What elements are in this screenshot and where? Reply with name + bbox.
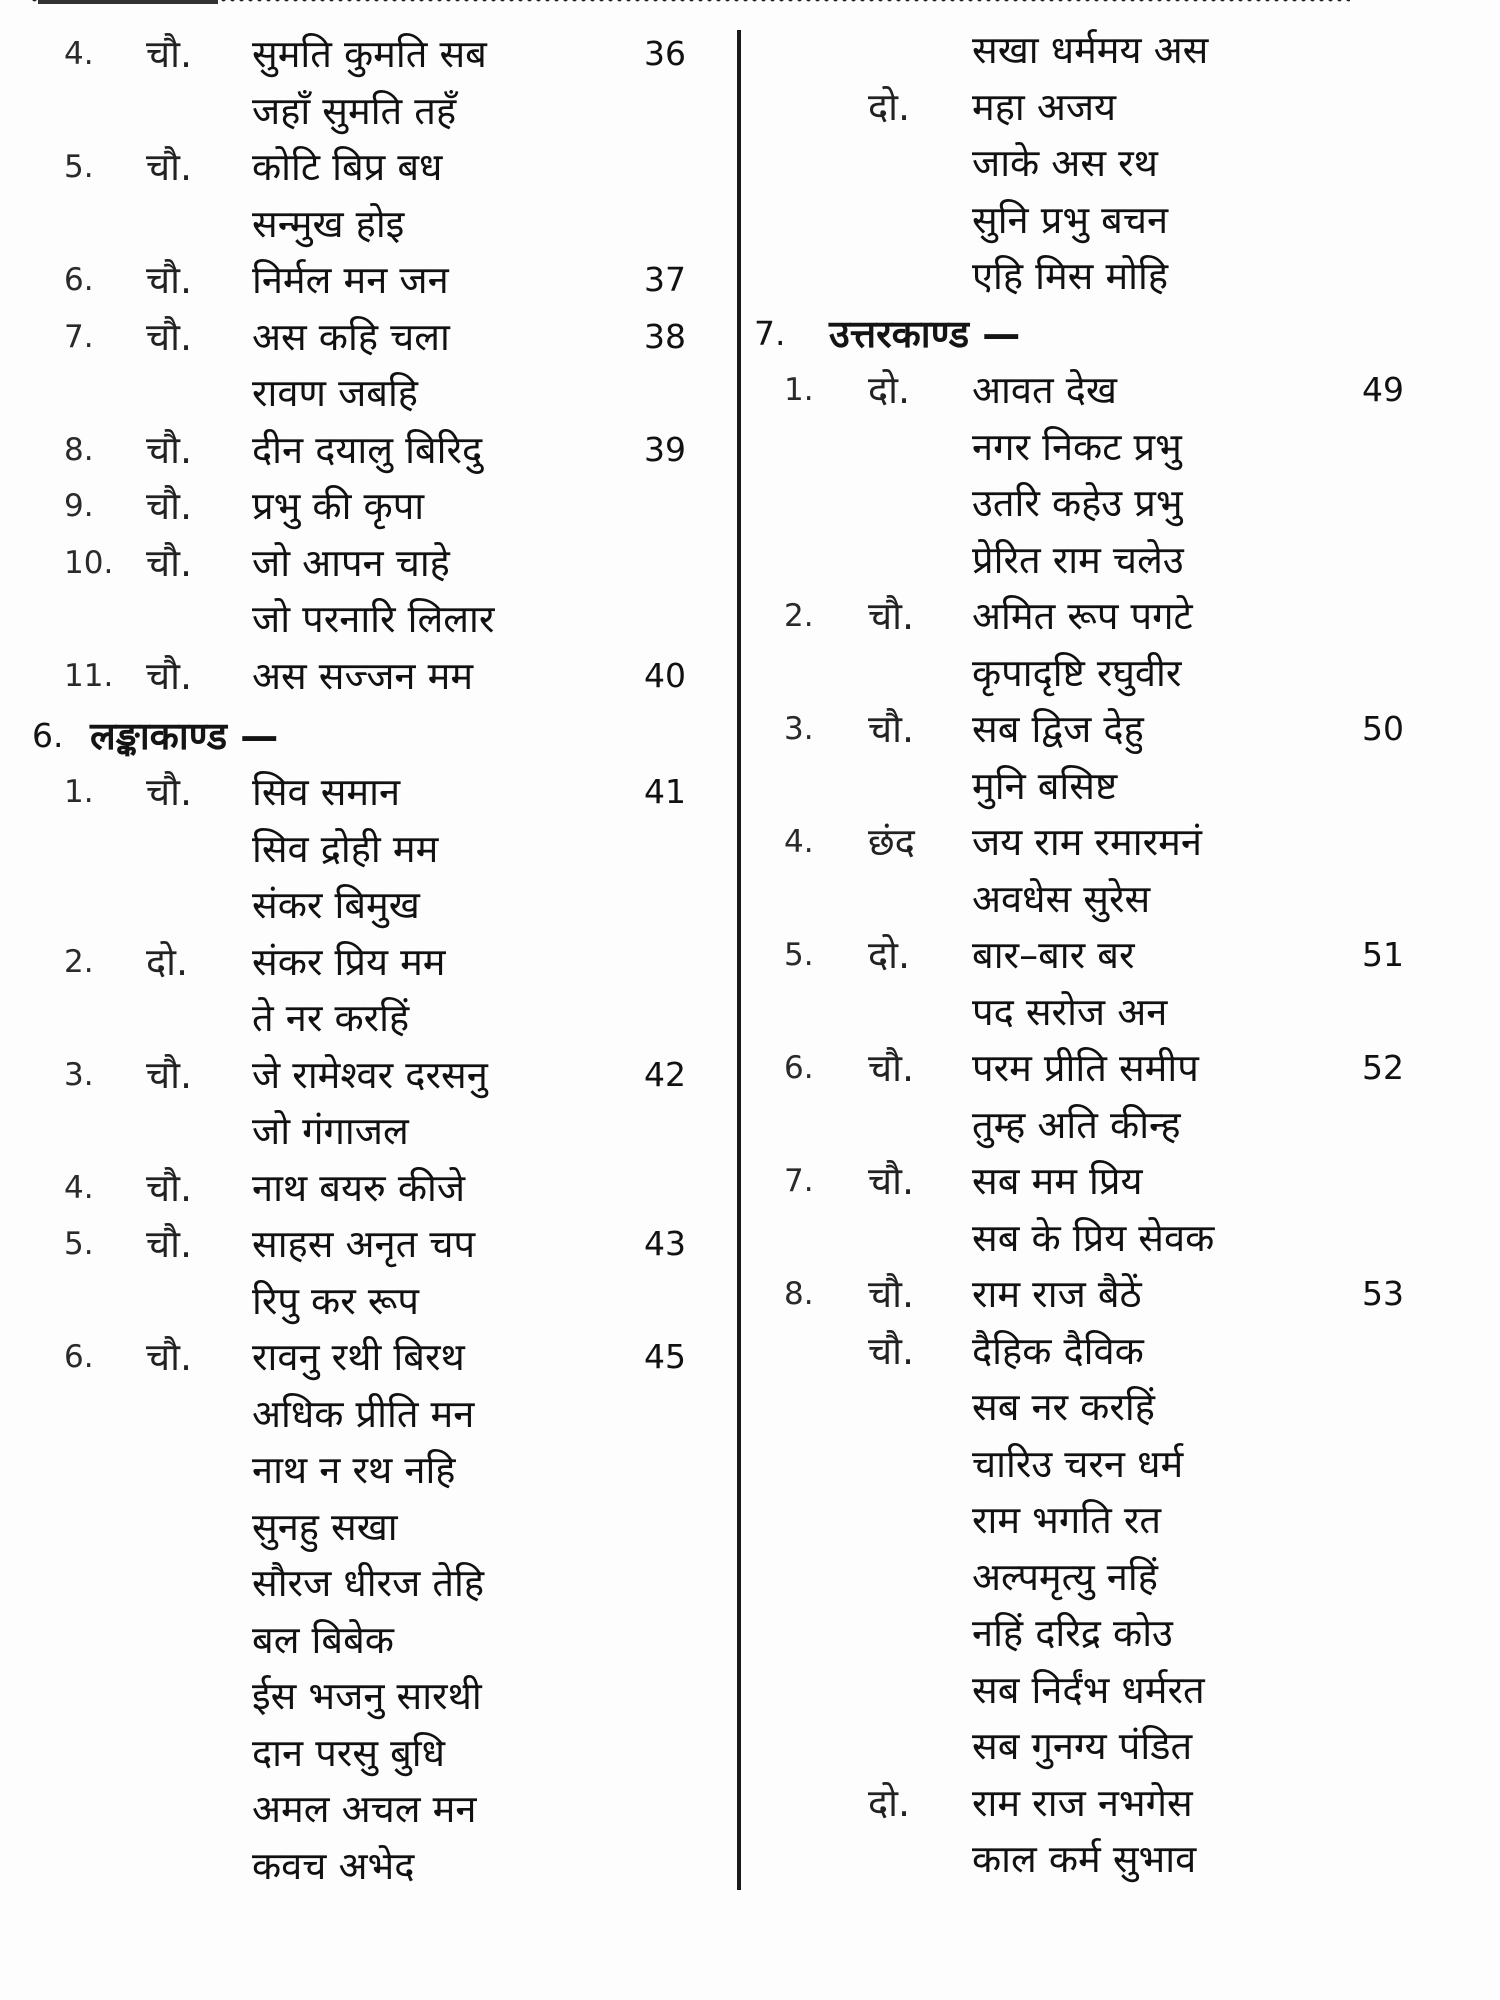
index-entry xyxy=(0,1725,730,1781)
verse-text: नाथ बयरु कीजे xyxy=(252,1165,466,1210)
index-entry xyxy=(0,83,730,139)
index-entry xyxy=(748,1605,1448,1661)
verse-text: दैहिक दैविक xyxy=(972,1328,1144,1373)
verse-type: चौ. xyxy=(868,1272,915,1316)
index-entry xyxy=(748,1831,1448,1887)
verse-text: जो परनारि लिलार xyxy=(252,597,495,641)
verse-text: दीन दयालु बिरिदु xyxy=(252,427,483,472)
top-rule-segment xyxy=(38,0,218,4)
page-number: 39 xyxy=(644,429,686,469)
index-entry xyxy=(0,764,730,820)
verse-text: सिव द्रोही मम xyxy=(252,826,439,871)
verse-text: संकर बिमुख xyxy=(252,883,420,927)
entry-number: 4. xyxy=(64,36,94,72)
verse-text: मुनि बसिष्ट xyxy=(972,763,1118,808)
verse-type: छंद xyxy=(868,820,915,864)
verse-text: सब के प्रिय सेवक xyxy=(972,1215,1215,1260)
index-entry xyxy=(0,196,730,252)
verse-text: प्रभु की कृपा xyxy=(252,484,425,528)
verse-text: जो गंगाजल xyxy=(252,1109,409,1153)
entry-number: 9. xyxy=(64,488,94,524)
index-entry xyxy=(748,1097,1448,1153)
verse-text: कोटि बिप्र बध xyxy=(252,145,443,189)
verse-text: नहिं दरिद्र कोउ xyxy=(972,1611,1173,1655)
index-entry xyxy=(748,984,1448,1040)
index-entry xyxy=(0,365,730,421)
index-entry xyxy=(748,1040,1448,1096)
verse-text: काल कर्म सुभाव xyxy=(972,1837,1197,1881)
verse-text: सुनि प्रभु बचन xyxy=(972,197,1169,242)
index-entry xyxy=(748,814,1448,870)
index-entry xyxy=(748,1153,1448,1209)
index-entry xyxy=(748,135,1448,191)
page-number: 45 xyxy=(644,1337,686,1376)
index-entry xyxy=(748,588,1448,644)
index-entry xyxy=(748,1662,1448,1718)
column-divider xyxy=(737,30,741,1890)
verse-text: सौरज धीरज तेहि xyxy=(252,1561,485,1605)
verse-text: जो आपन चाहे xyxy=(252,540,450,585)
index-entry xyxy=(0,422,730,478)
index-entry xyxy=(748,645,1448,701)
verse-text: नगर निकट प्रभु xyxy=(972,424,1182,469)
entry-number: 5. xyxy=(64,1226,94,1262)
index-entry xyxy=(748,532,1448,588)
verse-text: निर्मल मन जन xyxy=(252,258,449,302)
verse-text: अस कहि चला xyxy=(252,314,450,359)
entry-number: 5. xyxy=(784,937,814,973)
index-entry xyxy=(0,877,730,933)
verse-type: चौ. xyxy=(146,770,193,814)
entry-number: 7. xyxy=(64,318,94,355)
verse-text: रावनु रथी बिरथ xyxy=(252,1335,465,1379)
verse-type: दो. xyxy=(146,939,189,984)
verse-text: ते नर करहिं xyxy=(252,996,410,1040)
verse-type: चौ. xyxy=(146,1052,193,1097)
index-entry xyxy=(0,1329,730,1385)
verse-type: चौ. xyxy=(146,1222,193,1266)
entry-number: 4. xyxy=(64,1169,94,1206)
index-entry xyxy=(748,927,1448,983)
verse-text: प्रेरित राम चलेउ xyxy=(972,537,1184,582)
index-entry xyxy=(0,821,730,877)
index-entry xyxy=(0,1781,730,1837)
index-entry xyxy=(748,192,1448,248)
verse-type: चौ. xyxy=(146,32,193,76)
verse-type: दो. xyxy=(868,84,911,129)
index-entry xyxy=(0,1160,730,1216)
index-entry xyxy=(0,1103,730,1159)
entry-number: 2. xyxy=(64,943,94,980)
verse-type: दो. xyxy=(868,933,911,977)
verse-text: तुम्ह अति कीन्ह xyxy=(972,1102,1181,1147)
entry-number: 3. xyxy=(784,711,814,747)
index-entry xyxy=(748,871,1448,927)
section-number: 7. xyxy=(754,314,786,353)
verse-text: अवधेस सुरेस xyxy=(972,876,1151,921)
page-number: 51 xyxy=(1362,935,1404,974)
index-entry xyxy=(748,1775,1448,1831)
verse-text: सब नर करहिं xyxy=(972,1385,1155,1429)
verse-text: कवच अभेद xyxy=(252,1843,415,1888)
verse-type: चौ. xyxy=(146,1165,193,1210)
entry-number: 7. xyxy=(784,1163,814,1199)
verse-type: चौ. xyxy=(146,653,193,698)
index-entry xyxy=(748,1323,1448,1379)
page-number: 37 xyxy=(644,260,686,299)
index-entry xyxy=(748,1492,1448,1548)
page-number: 49 xyxy=(1362,370,1404,409)
page-number: 50 xyxy=(1362,709,1404,748)
verse-text: अमित रूप पगटे xyxy=(972,594,1193,638)
verse-text: अल्पमृत्यु नहिं xyxy=(972,1554,1158,1599)
verse-text: दान परसु बुधि xyxy=(252,1730,445,1775)
verse-type: चौ. xyxy=(868,1159,915,1203)
verse-text: एहि मिस मोहि xyxy=(972,254,1169,298)
index-entry xyxy=(0,1668,730,1724)
verse-type: चौ. xyxy=(146,1335,193,1379)
verse-text: राम भगति रत xyxy=(972,1498,1162,1542)
section-title: लङ्काकाण्ड — xyxy=(90,714,279,758)
entry-number: 6. xyxy=(784,1050,814,1086)
entry-number: 11. xyxy=(64,657,114,694)
page-number: 43 xyxy=(644,1224,686,1263)
index-entry xyxy=(0,1047,730,1103)
index-entry xyxy=(748,475,1448,531)
page-number: 41 xyxy=(644,772,686,811)
index-entry xyxy=(0,1499,730,1555)
verse-text: जहाँ सुमति तहँ xyxy=(252,88,457,133)
section-number: 6. xyxy=(32,716,64,755)
verse-type: चौ. xyxy=(146,258,193,302)
entry-number: 4. xyxy=(784,824,814,860)
entry-number: 8. xyxy=(64,431,94,468)
verse-text: जय राम रमारमनं xyxy=(972,820,1202,864)
index-entry xyxy=(748,362,1448,418)
verse-text: कृपादृष्टि रघुवीर xyxy=(972,650,1182,695)
page-number: 36 xyxy=(644,34,686,73)
index-entry xyxy=(748,701,1448,757)
verse-type: चौ. xyxy=(146,145,193,189)
verse-text: आवत देख xyxy=(972,368,1117,412)
verse-type: चौ. xyxy=(868,594,915,638)
index-entry xyxy=(748,1379,1448,1435)
index-entry xyxy=(748,1718,1448,1774)
index-entry xyxy=(748,758,1448,814)
entry-number: 5. xyxy=(64,149,94,185)
index-entry xyxy=(0,648,730,704)
verse-text: अस सज्जन मम xyxy=(252,653,474,698)
page-number: 52 xyxy=(1362,1048,1404,1087)
index-entry xyxy=(0,1612,730,1668)
index-entry xyxy=(748,79,1448,135)
index-entry xyxy=(0,591,730,647)
verse-text: ईस भजनु सारथी xyxy=(252,1674,482,1718)
verse-text: राम राज नभगेस xyxy=(972,1780,1193,1825)
verse-text: सिव समान xyxy=(252,770,401,814)
verse-text: सुनहु सखा xyxy=(252,1504,398,1549)
index-entry xyxy=(0,1555,730,1611)
index-entry xyxy=(748,1210,1448,1266)
entry-number: 10. xyxy=(64,544,114,581)
entry-number: 8. xyxy=(784,1276,814,1312)
verse-text: जाके अस रथ xyxy=(972,141,1158,185)
page-number: 40 xyxy=(644,655,686,695)
verse-text: पद सरोज अन xyxy=(972,989,1168,1034)
verse-text: बल बिबेक xyxy=(252,1617,394,1662)
index-entry xyxy=(0,934,730,990)
section-title: उत्तरकाण्ड — xyxy=(829,312,1021,356)
verse-text: नाथ न रथ नहि xyxy=(252,1448,456,1492)
section-heading-uttar xyxy=(754,306,1254,362)
entry-number: 1. xyxy=(784,372,814,408)
index-entry xyxy=(0,26,730,82)
verse-type: चौ. xyxy=(868,1046,915,1090)
index-entry xyxy=(748,1436,1448,1492)
verse-text: परम प्रीति समीप xyxy=(972,1046,1199,1090)
verse-text: चारिउ चरन धर्म xyxy=(972,1441,1184,1486)
index-entry xyxy=(748,248,1448,304)
verse-type: दो. xyxy=(868,368,911,412)
verse-type: दो. xyxy=(868,1780,911,1825)
entry-number: 6. xyxy=(64,1339,94,1375)
verse-type: चौ. xyxy=(868,1328,915,1373)
index-entry xyxy=(0,1216,730,1272)
entry-number: 3. xyxy=(64,1056,94,1093)
verse-text: रिपु कर रूप xyxy=(252,1278,419,1323)
index-entry xyxy=(0,535,730,591)
index-entry xyxy=(0,478,730,534)
verse-type: चौ. xyxy=(146,427,193,472)
page-number: 53 xyxy=(1362,1274,1404,1313)
verse-type: चौ. xyxy=(146,484,193,528)
verse-text: सुमति कुमति सब xyxy=(252,32,487,76)
verse-text: महा अजय xyxy=(972,84,1117,129)
index-entry xyxy=(0,1273,730,1329)
verse-text: बार–बार बर xyxy=(972,933,1135,977)
verse-text: संकर प्रिय मम xyxy=(252,939,446,984)
verse-text: सखा धर्ममय अस xyxy=(972,28,1209,72)
index-entry xyxy=(0,139,730,195)
verse-text: सब मम प्रिय xyxy=(972,1159,1143,1203)
entry-number: 2. xyxy=(784,598,814,634)
verse-text: उतरि कहेउ प्रभु xyxy=(972,481,1183,525)
verse-text: सब गुनग्य पंडित xyxy=(972,1724,1193,1768)
page-number: 38 xyxy=(644,316,686,356)
verse-text: अधिक प्रीति मन xyxy=(252,1391,475,1436)
index-entry xyxy=(748,419,1448,475)
verse-text: सब निर्दंभ धर्मरत xyxy=(972,1667,1205,1712)
index-entry xyxy=(748,22,1448,78)
verse-type: चौ. xyxy=(146,314,193,359)
index-entry xyxy=(0,309,730,365)
top-dotted-rule xyxy=(30,0,1350,6)
index-entry xyxy=(748,1266,1448,1322)
section-heading-lanka xyxy=(32,708,532,764)
index-entry xyxy=(0,1442,730,1498)
index-entry xyxy=(0,990,730,1046)
page-number: 42 xyxy=(644,1054,686,1094)
index-entry xyxy=(748,1549,1448,1605)
verse-text: सन्मुख होइ xyxy=(252,201,405,246)
verse-type: चौ. xyxy=(868,707,915,751)
index-entry xyxy=(0,1386,730,1442)
verse-text: राम राज बैठें xyxy=(972,1272,1142,1316)
entry-number: 6. xyxy=(64,262,94,298)
entry-number: 1. xyxy=(64,774,94,810)
verse-text: जे रामेश्वर दरसनु xyxy=(252,1052,488,1097)
index-entry xyxy=(0,1838,730,1894)
verse-text: अमल अचल मन xyxy=(252,1787,477,1831)
verse-text: साहस अनृत चप xyxy=(252,1222,476,1266)
verse-text: रावण जबहि xyxy=(252,371,418,415)
verse-type: चौ. xyxy=(146,540,193,585)
index-entry xyxy=(0,252,730,308)
verse-text: सब द्विज देहु xyxy=(972,707,1144,751)
